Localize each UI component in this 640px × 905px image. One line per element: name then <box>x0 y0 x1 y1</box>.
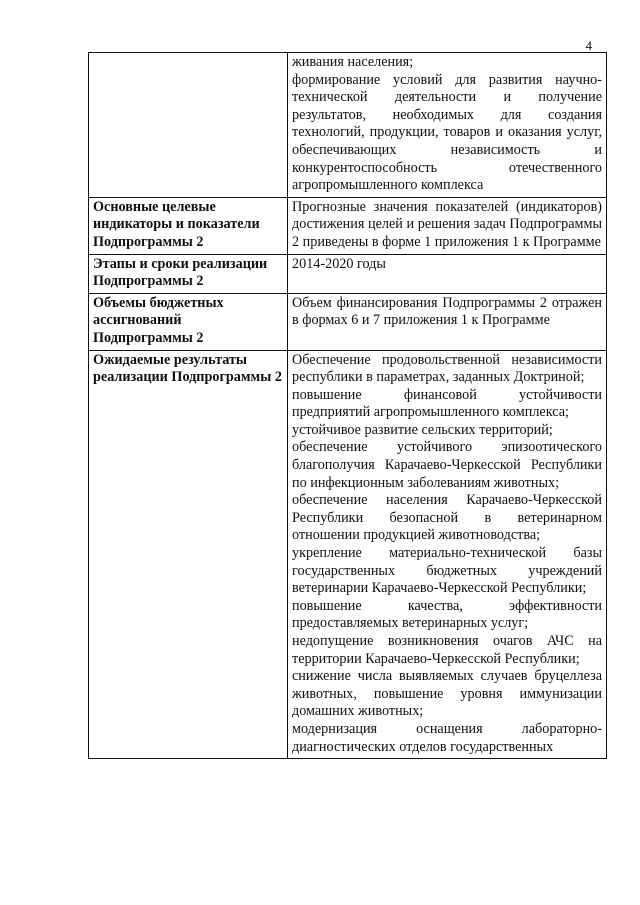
row-value <box>288 254 607 293</box>
value-line: Прогнозные значения показателей (индикаторов) достижения целей и решения задач Подпрограммы 2 приведены в форме 1 приложения 1 к Программе <box>292 198 602 250</box>
value-line: повышение финансовой устойчивости предприятий агропромышленного комплекса; <box>292 386 602 421</box>
value-line: недопущение возникновения очагов АЧС на территории Карачаево-Черкесской Республики; <box>292 633 602 667</box>
table-row <box>89 350 607 759</box>
row-label: Этапы и сроки реализации Подпрограммы 2 <box>89 254 288 293</box>
value-line: 2014-2020 годы <box>292 255 386 272</box>
page-number: 4 <box>585 38 592 53</box>
table-row <box>89 293 607 350</box>
value-line: обеспечение населения Карачаево-Черкесской Республики безопасной в ветеринарном отношении продукцией животноводства; <box>292 492 602 544</box>
value-line: устойчивое развитие сельских территорий; <box>292 421 553 438</box>
row-value <box>288 350 607 759</box>
value-line: модернизация оснащения лабораторно-диагностических отделов государственных <box>292 720 602 755</box>
value-line: укрепление материально-технической базы государственных бюджетных учреждений ветеринарии Карачаево-Черкесской Республики; <box>292 545 602 597</box>
value-line: формирование условий для развития научно-технической деятельности и получение результатов, необходимых для создания технологий, продукции, товаров и оказания услуг, обеспечивающих независимость и конкурентоспособность отечественного агропромышленного комплекса <box>292 71 602 194</box>
value-line: снижение числа выявляемых случаев бруцеллеза животных, повышение уровня иммунизации домашних животных; <box>292 668 602 720</box>
subprogram-passport-table <box>88 52 607 759</box>
table-row <box>89 197 607 254</box>
value-line: повышение качества, эффективности предоставляемых ветеринарных услуг; <box>292 597 602 632</box>
table-row <box>89 53 607 198</box>
value-line: живания населения; <box>292 54 414 70</box>
value-line: Объем финансирования Подпрограммы 2 отражен в формах 6 и 7 приложения 1 к Программе <box>292 294 602 329</box>
value-line: Обеспечение продовольственной независимости республики в параметрах, заданных Доктриной; <box>292 351 602 386</box>
row-label <box>89 53 288 198</box>
row-label: Ожидаемые результаты реализации Подпрограммы 2 <box>89 350 288 759</box>
row-value <box>288 197 607 254</box>
value-line: обеспечение устойчивого эпизоотического благополучия Карачаево-Черкесской Республики по инфекционным заболеваниям животных; <box>292 439 602 491</box>
table-row <box>89 254 607 293</box>
row-label: Основные целевые индикаторы и показатели Подпрограммы 2 <box>89 197 288 254</box>
row-label: Объемы бюджетных ассигнований Подпрограммы 2 <box>89 293 288 350</box>
row-value <box>288 293 607 350</box>
row-value <box>288 53 607 198</box>
